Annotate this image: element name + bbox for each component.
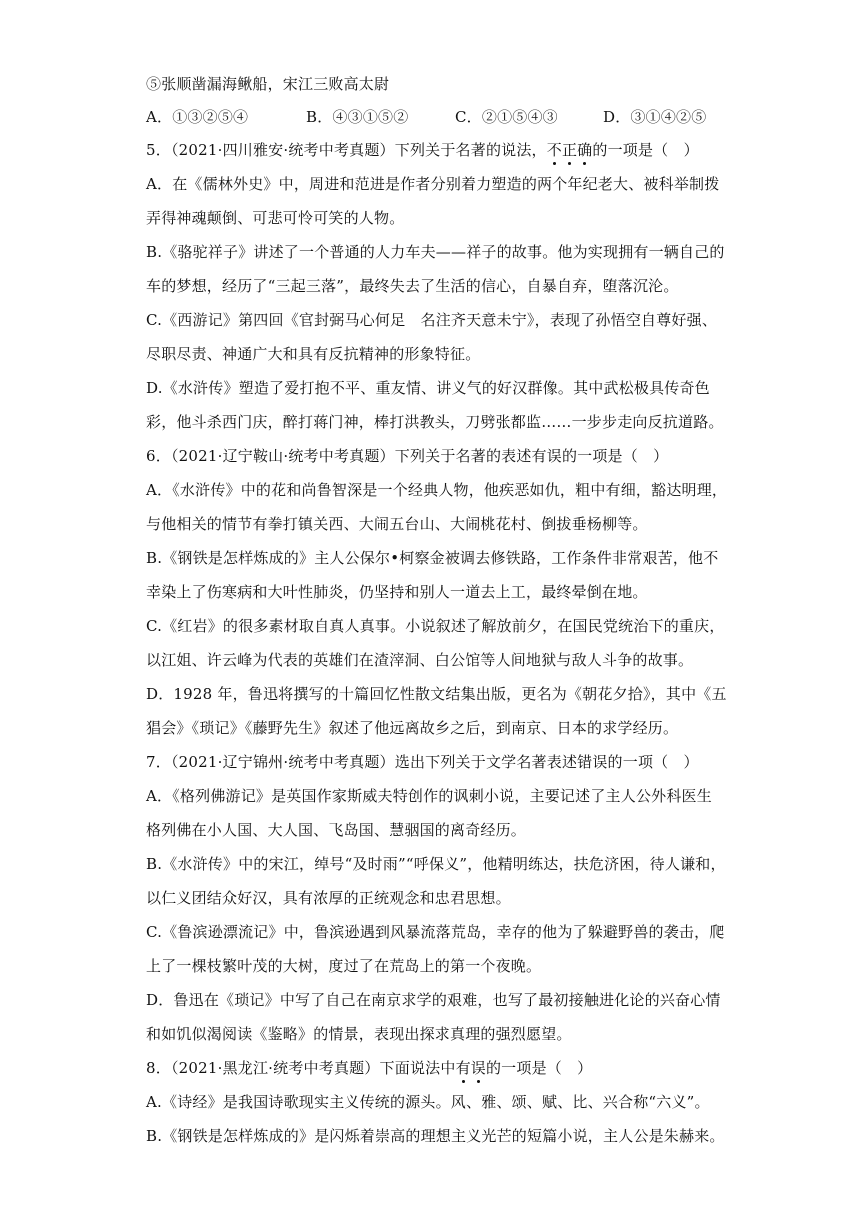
text-line: 与他相关的情节有拳打镇关西、大闹五台山、大闹桃花村、倒拔垂杨柳等。 xyxy=(146,515,648,533)
text-line: D．1928 年，鲁迅将撰写的十篇回忆性散文结集出版，更名为《朝花夕拾》，其中《五 xyxy=(146,685,727,703)
emphasis-char: 不 xyxy=(546,141,562,159)
emphasis-char: 有 xyxy=(455,1059,471,1077)
text-line: B.《钢铁是怎样炼成的》是闪烁着崇高的理想主义光芒的短篇小说，主人公是朱赫来。 xyxy=(146,1127,725,1145)
option-d: D．③①④②⑤ xyxy=(603,108,707,126)
emphasis-char: 确 xyxy=(577,141,593,159)
question-6-stem: 6．（2021·辽宁鞍山·统考中考真题）下列关于名著的表述有误的一项是（ ） xyxy=(146,447,669,465)
question-4-options xyxy=(146,106,706,128)
text-line: ⑤张顺凿漏海鳅船，宋江三败高太尉 xyxy=(146,75,390,93)
text-line: B.《钢铁是怎样炼成的》主人公保尔•柯察金被调去修铁路，工作条件非常艰苦，他不 xyxy=(146,549,719,567)
emphasis-char: 误 xyxy=(470,1059,486,1077)
question-8-stem: 8．（2021·黑龙江·统考中考真题）下面说法中有误的一项是（ ） xyxy=(146,1059,593,1077)
text-line: C.《西游记》第四回《官封弼马心何足 名注齐天意未宁》，表现了孙悟空自尊好强、 xyxy=(146,311,718,329)
text-line: A.《诗经》是我国诗歌现实主义传统的源头。风、雅、颂、赋、比、兴合称“六义”。 xyxy=(146,1093,710,1111)
text-line: C.《红岩》的很多素材取自真人真事。小说叙述了解放前夕，在国民党统治下的重庆， xyxy=(146,617,725,635)
option-a: A．①③②⑤④ xyxy=(146,108,249,126)
text-line: 弄得神魂颠倒、可悲可怜可笑的人物。 xyxy=(146,209,405,227)
text-line: 格列佛在小人国、大人国、飞岛国、慧骃国的离奇经历。 xyxy=(146,821,527,839)
text-line: D.《水浒传》塑造了爱打抱不平、重友情、讲义气的好汉群像。其中武松极具传奇色 xyxy=(146,379,710,397)
text-line: 尽职尽责、神通广大和具有反抗精神的形象特征。 xyxy=(146,345,481,363)
text-line: 和如饥似渴阅读《鉴略》的情景，表现出探求真理的强烈愿望。 xyxy=(146,1025,572,1043)
text-line: 车的梦想，经历了“三起三落”，最终失去了生活的信心，自暴自弃，堕落沉沦。 xyxy=(146,277,679,295)
text-line: A．《水浒传》中的花和尚鲁智深是一个经典人物，他疾恶如仇，粗中有细，豁达明理， xyxy=(146,481,728,499)
text-line: A．在《儒林外史》中，周进和范进是作者分别着力塑造的两个年纪老大、被科举制拨 xyxy=(146,175,720,193)
question-7-stem: 7．（2021·辽宁锦州·统考中考真题）选出下列关于文学名著表述错误的一项（ ） xyxy=(146,753,699,771)
text-line: 幸染上了伤寒病和大叶性肺炎，仍坚持和别人一道去上工，最终晕倒在地。 xyxy=(146,583,648,601)
text-line: A．《格列佛游记》是英国作家斯威夫特创作的讽刺小说，主要记述了主人公外科医生 xyxy=(146,787,712,805)
text-line: B.《水浒传》中的宋江，绰号“及时雨”“呼保义”，他精明练达，扶危济困，待人谦和， xyxy=(146,855,726,873)
text-line: 上了一棵枝繁叶茂的大树，度过了在荒岛上的第一个夜晚。 xyxy=(146,957,542,975)
option-b: B．④③①⑤② xyxy=(306,108,409,126)
emphasis-char: 正 xyxy=(561,141,578,159)
text-line: 以江姐、许云峰为代表的英雄们在渣滓洞、白公馆等人间地狱与敌人斗争的故事。 xyxy=(146,651,694,669)
text-line: 猖会》《琐记》《藤野先生》叙述了他远离故乡之后，到南京、日本的求学经历。 xyxy=(146,719,679,737)
text-line: B.《骆驼祥子》讲述了一个普通的人力车夫——祥子的故事。他为实现拥有一辆自己的 xyxy=(146,243,725,261)
option-c: C．②①⑤④③ xyxy=(455,108,558,126)
text-line: C.《鲁滨逊漂流记》中，鲁滨逊遇到风暴流落荒岛，幸存的他为了躲避野兽的袭击，爬 xyxy=(146,923,725,941)
text-line: 以仁义团结众好汉，具有浓厚的正统观念和忠君思想。 xyxy=(146,889,511,907)
question-5-stem: 5．（2021·四川雅安·统考中考真题）下列关于名著的说法，不正确的一项是（ ） xyxy=(146,141,699,159)
text-line: D．鲁迅在《琐记》中写了自己在南京求学的艰难，也写了最初接触进化论的兴奋心情 xyxy=(146,991,721,1009)
text-line: 彩，他斗杀西门庆，醉打蒋门神，棒打洪教头，刀劈张都监……一步步走向反抗道路。 xyxy=(146,413,724,431)
